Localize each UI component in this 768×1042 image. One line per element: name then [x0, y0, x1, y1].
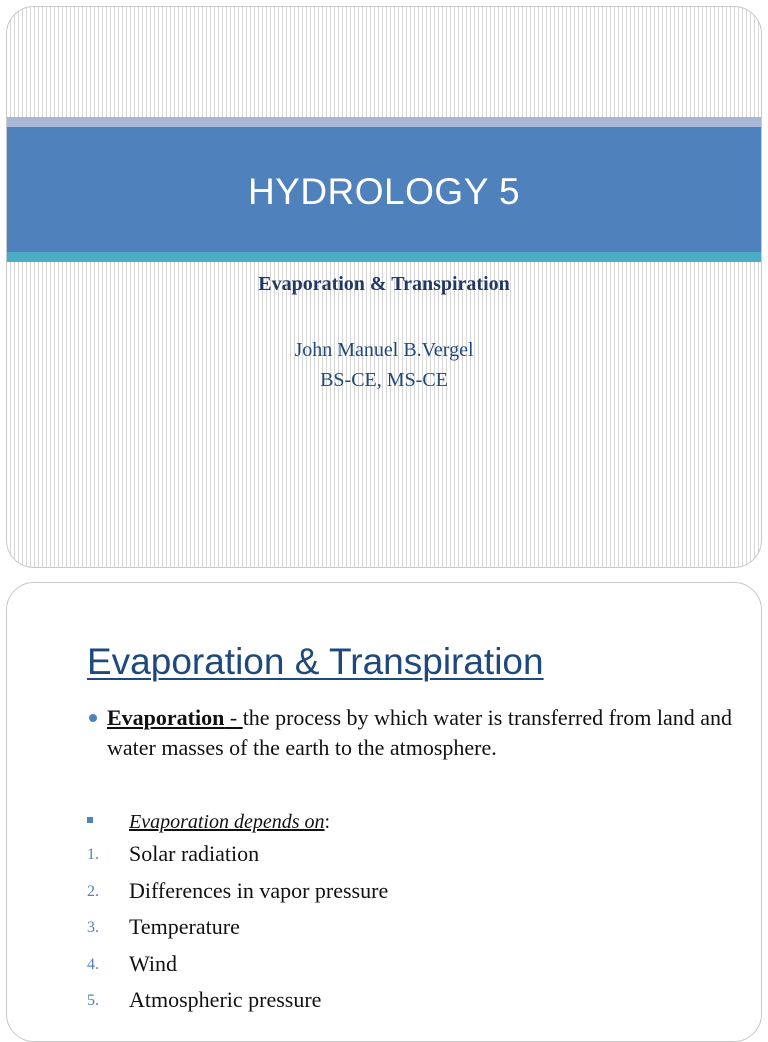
content-slide-title: Evaporation & Transpiration [87, 641, 544, 682]
title-band-bottom-stripe [7, 252, 761, 262]
title-band-top-stripe [7, 117, 761, 127]
author-block [7, 335, 761, 395]
definition-term: Evaporation [107, 705, 225, 730]
title-slide [6, 6, 762, 568]
depends-on-label: Evaporation depends on [129, 811, 325, 833]
definition-paragraph [107, 703, 747, 763]
slide-title: HYDROLOGY 5 [247, 170, 521, 212]
list-item-number: 2. [87, 882, 99, 900]
content-slide [6, 582, 762, 1042]
list-item-text: Solar radiation [129, 841, 260, 866]
definition-dash: - [224, 705, 243, 730]
slide-subtitle: Evaporation & Transpiration [258, 273, 510, 295]
author-degrees: BS-CE, MS-CE [320, 369, 448, 391]
list-item-text: Temperature [129, 914, 240, 939]
list-item-text: Wind [129, 950, 177, 976]
list-item-number: 5. [87, 992, 99, 1009]
bullet-dot-icon [89, 714, 97, 722]
list-item-number: 3. [87, 919, 99, 936]
list-item-text: Atmospheric pressure [129, 987, 322, 1012]
title-band [7, 127, 761, 252]
definition-text: the process by which water is transferred from land and water masses of the earth to the atmosphere. [107, 705, 733, 760]
list-item-number: 1. [87, 846, 99, 863]
list-item-number: 4. [87, 955, 99, 973]
author-name: John Manuel B.Vergel [294, 339, 474, 361]
depends-on-colon: : [324, 811, 331, 833]
square-bullet-icon [87, 817, 93, 823]
list-item-text: Differences in vapor pressure [129, 877, 389, 903]
